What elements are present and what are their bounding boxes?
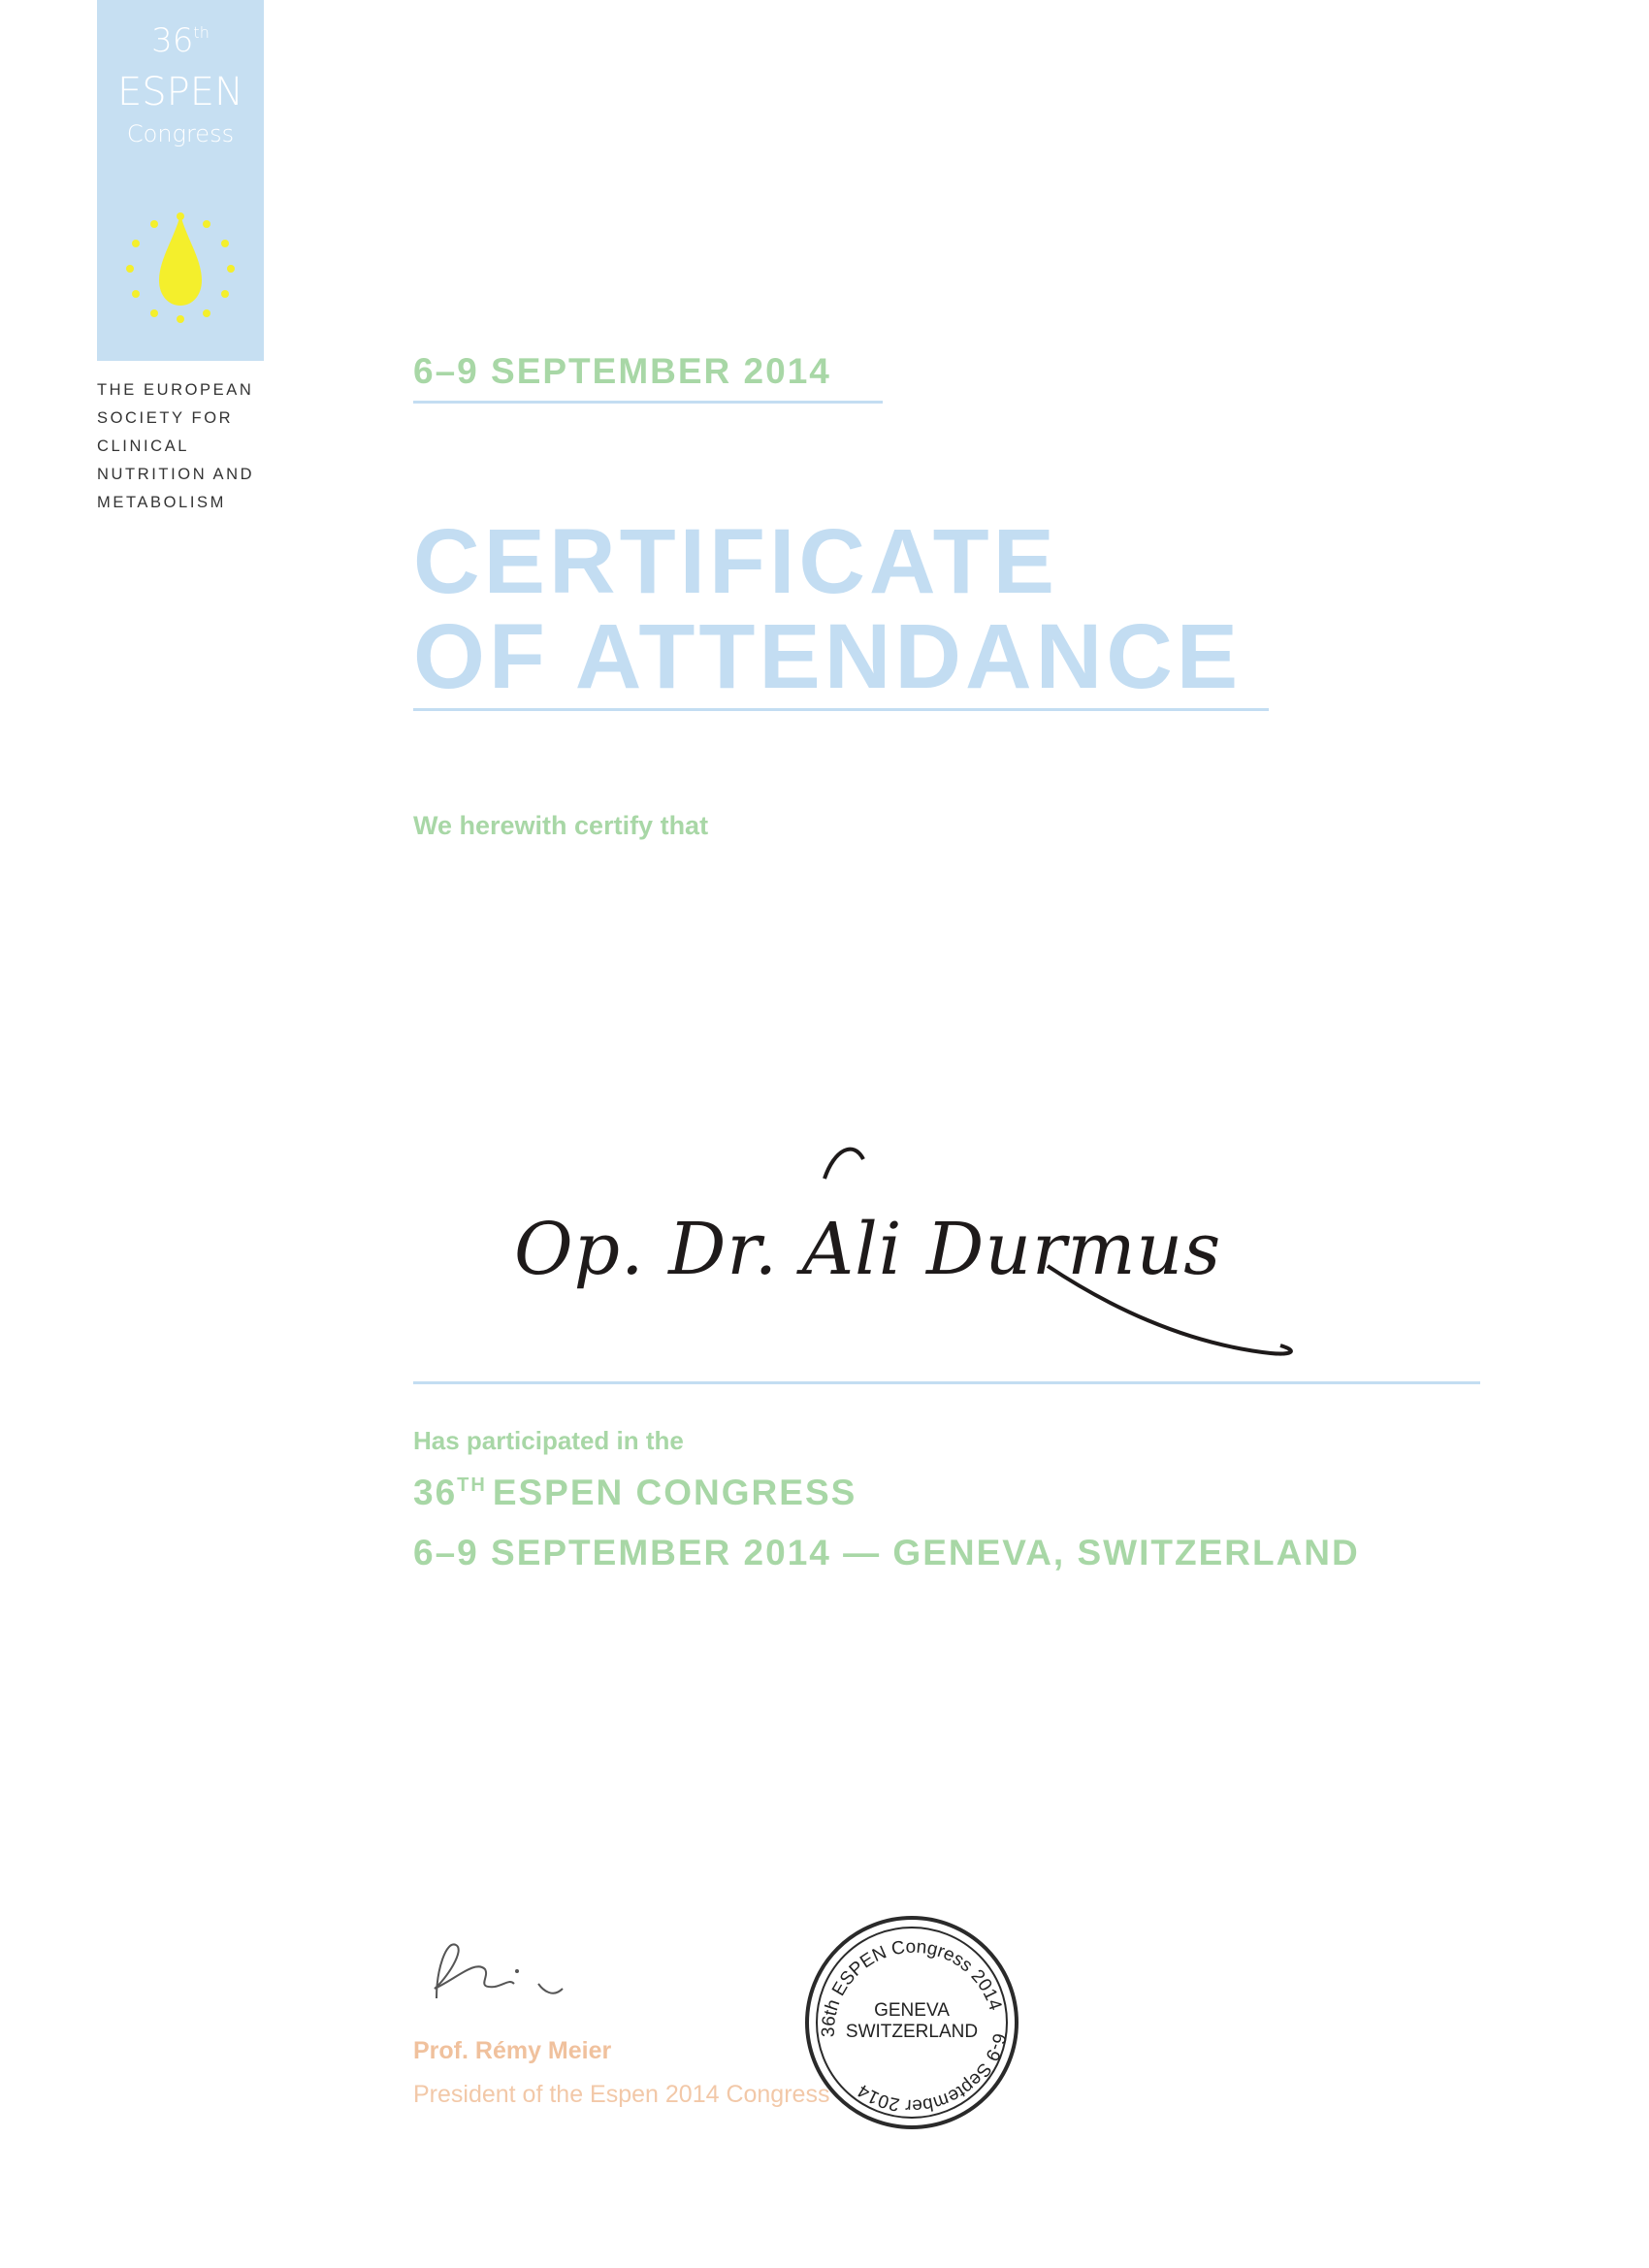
stamp-bottom-text: 6-9 September 2014 [854, 2030, 1010, 2117]
congress-date-place: 6–9 SEPTEMBER 2014 — GENEVA, SWITZERLAND [413, 1533, 1360, 1572]
stamp-country: SWITZERLAND [845, 2022, 979, 2042]
oil-drop-icon [97, 199, 264, 335]
society-line: NUTRITION AND [97, 466, 255, 483]
society-line: CLINICAL [97, 437, 190, 455]
logo-congress: Congress [126, 120, 235, 147]
congress-name: 36TH ESPEN CONGRESS [413, 1473, 857, 1512]
divider [413, 708, 1269, 711]
society-line: METABOLISM [97, 494, 226, 511]
society-line: SOCIETY FOR [97, 409, 234, 427]
certificate-title [413, 510, 1243, 708]
official-stamp [800, 1911, 1023, 2134]
logo-espen: ESPEN [117, 70, 243, 114]
participation-intro: Has participated in the [413, 1426, 684, 1455]
certify-text: We herewith certify that [413, 811, 709, 840]
society-name [97, 376, 281, 517]
president-name: Prof. Rémy Meier [413, 2037, 612, 2064]
stamp-city: GENEVA [874, 2000, 950, 2021]
divider [413, 1381, 1480, 1384]
title-line-2: OF ATTENDANCE [413, 605, 1243, 708]
divider [413, 401, 883, 404]
title-line-1: CERTIFICATE [413, 510, 1058, 613]
stamp-top-text: 36th ESPEN Congress 2014 [818, 1936, 1006, 2038]
society-line: THE EUROPEAN [97, 381, 254, 399]
congress-logo [97, 0, 264, 361]
logo-number: 36th [151, 21, 210, 60]
president-signature [417, 1930, 611, 2027]
attendee-name-text: Op. Dr. Ali Durmus [514, 1208, 1222, 1291]
attendee-name [504, 1130, 1300, 1382]
event-date: 6–9 SEPTEMBER 2014 [413, 351, 831, 391]
president-title: President of the Espen 2014 Congress [413, 2081, 830, 2108]
